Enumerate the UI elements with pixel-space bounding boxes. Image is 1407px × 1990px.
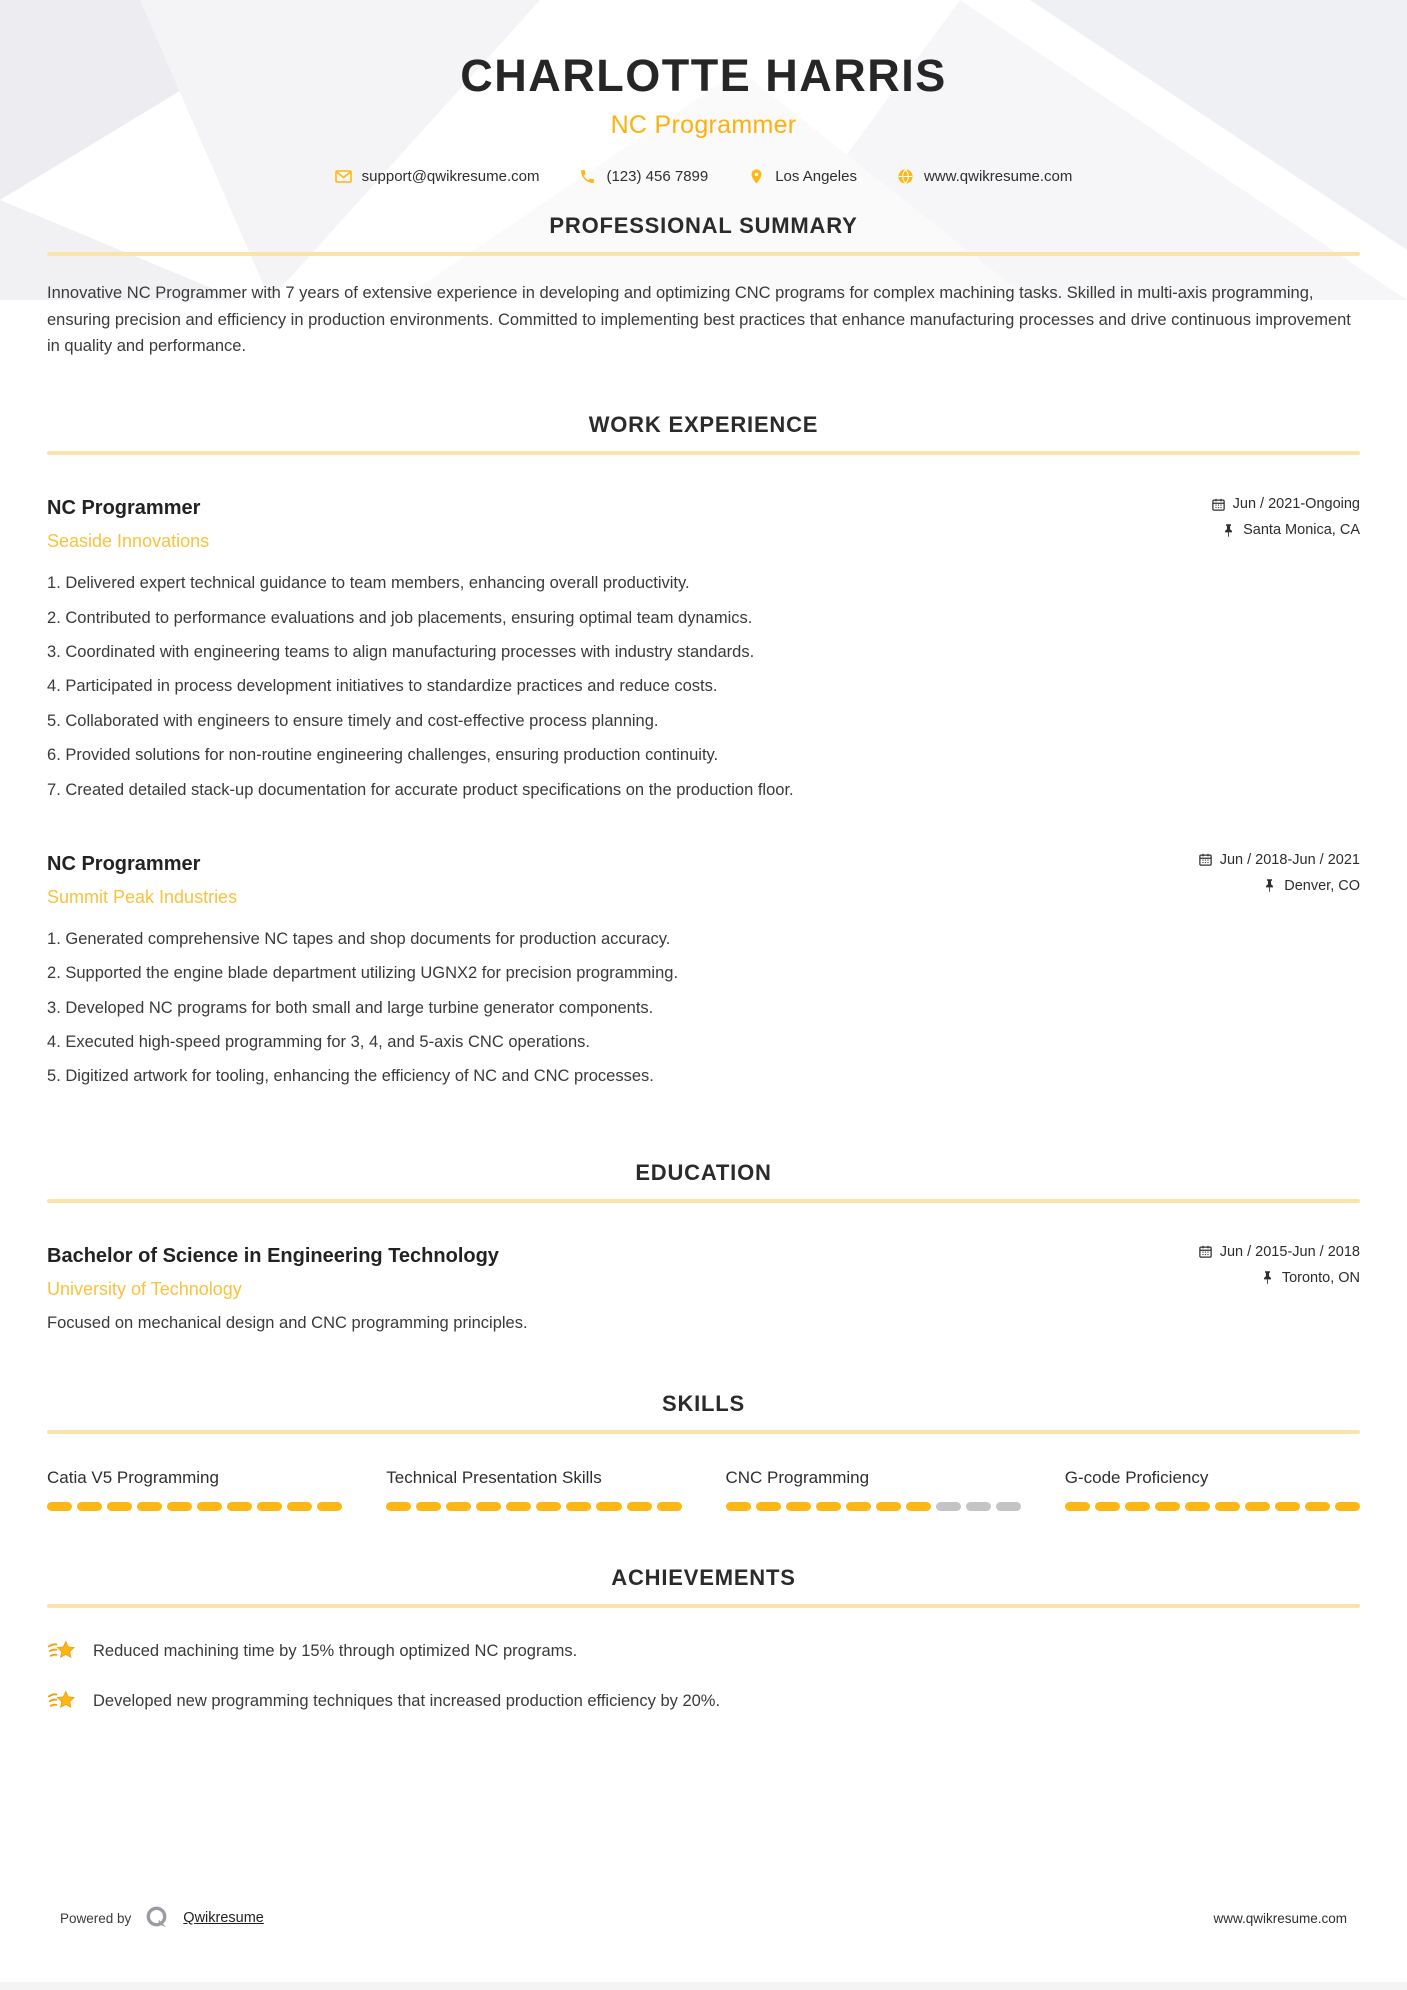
skill-dash (1125, 1502, 1150, 1511)
skill-dash (317, 1502, 342, 1511)
experience-heading: WORK EXPERIENCE (588, 412, 819, 438)
qwikresume-logo-icon (143, 1904, 171, 1932)
skill-dash (816, 1502, 841, 1511)
skill-dash (936, 1502, 961, 1511)
skill-dash (846, 1502, 871, 1511)
skill-dash (197, 1502, 222, 1511)
shooting-star-icon (47, 1688, 77, 1716)
skill-dash (1305, 1502, 1330, 1511)
skill-label: Catia V5 Programming (47, 1467, 219, 1487)
contact-phone-text: (123) 456 7899 (606, 168, 709, 185)
contact-website-text: www.qwikresume.com (923, 168, 1073, 185)
summary-text: Innovative NC Programmer with 7 years of extensive experience in developing and optimizing CNC programs for complex machining tasks. Skilled in multi-axis programming, ensuring precision and efficiency in production environments. Committed to implementing best practices that enhance manufacturing processes and drive continuous improvement in quality and performance. (47, 284, 1351, 356)
phone-icon (579, 168, 596, 185)
education-dates-text: Jun / 2015-Jun / 2018 (1219, 1243, 1360, 1260)
skills-section (47, 1391, 1360, 1511)
header (0, 0, 1407, 185)
bullet-item: Digitized artwork for tooling, enhancing the efficiency of NC and CNC processes. (65, 1067, 654, 1086)
skill-entry (726, 1468, 1021, 1511)
skill-dash (996, 1502, 1021, 1511)
contact-location-text: Los Angeles (775, 168, 857, 185)
bullet-item: Provided solutions for non-routine engineering challenges, ensuring production continuity. (65, 746, 719, 765)
skill-level-bar (726, 1502, 1021, 1511)
education-location-text: Toronto, ON (1281, 1269, 1360, 1286)
footer (60, 1904, 1347, 1932)
skill-dash (476, 1502, 501, 1511)
section-divider (47, 1430, 1360, 1434)
skill-dash (257, 1502, 282, 1511)
job-entry (47, 849, 1360, 1090)
calendar-icon (1198, 1244, 1213, 1259)
contact-email (335, 168, 540, 185)
contact-location (748, 168, 857, 185)
skill-dash (1095, 1502, 1120, 1511)
skill-dash (627, 1502, 652, 1511)
bullet-item: Coordinated with engineering teams to align manufacturing processes with industry standards. (65, 642, 755, 661)
section-divider (47, 1199, 1360, 1203)
person-name: CHARLOTTE HARRIS (460, 50, 947, 101)
job-dates (1198, 852, 1360, 868)
achievements-heading: ACHIEVEMENTS (611, 1564, 796, 1590)
company-name: Seaside Innovations (47, 531, 210, 552)
job-location-text: Denver, CO (1284, 877, 1360, 894)
school-name: University of Technology (47, 1278, 242, 1299)
skill-level-bar (386, 1502, 681, 1511)
job-entry (47, 493, 1360, 803)
achievements-section (47, 1565, 1360, 1716)
skill-dash (536, 1502, 561, 1511)
education-section (47, 1160, 1360, 1333)
summary-heading: PROFESSIONAL SUMMARY (549, 213, 858, 238)
skill-dash (657, 1502, 682, 1511)
skill-dash (1215, 1502, 1240, 1511)
powered-by-label: Powered by (60, 1910, 132, 1926)
skill-label: G-code Proficiency (1064, 1467, 1209, 1487)
skill-dash (167, 1502, 192, 1511)
skill-dash (786, 1502, 811, 1511)
skill-dash (77, 1502, 102, 1511)
section-divider (47, 451, 1360, 455)
location-pin-icon (748, 168, 765, 185)
skill-dash (756, 1502, 781, 1511)
section-divider (47, 252, 1360, 256)
footer-website: www.qwikresume.com (1213, 1910, 1347, 1926)
job-title: NC Programmer (47, 852, 201, 875)
skill-dash (137, 1502, 162, 1511)
education-dates (1198, 1244, 1360, 1260)
bullet-item: Developed NC programs for both small and large turbine generator components. (65, 998, 654, 1017)
job-dates-text: Jun / 2018-Jun / 2021 (1219, 851, 1360, 868)
pushpin-icon (1221, 523, 1236, 538)
job-bullet-list (47, 926, 1360, 1090)
degree-title: Bachelor of Science in Engineering Technology (47, 1244, 499, 1267)
skill-dash (506, 1502, 531, 1511)
job-bullet-list (47, 570, 1360, 803)
job-location-text: Santa Monica, CA (1243, 522, 1360, 539)
skill-dash (876, 1502, 901, 1511)
shooting-star-icon (47, 1638, 77, 1666)
skill-dash (47, 1502, 72, 1511)
skill-dash (107, 1502, 132, 1511)
skill-dash (1335, 1502, 1360, 1511)
skill-level-bar (1065, 1502, 1360, 1511)
skill-level-bar (47, 1502, 342, 1511)
summary-section (47, 213, 1360, 360)
experience-section (47, 412, 1360, 1090)
skill-dash (227, 1502, 252, 1511)
skills-heading: SKILLS (661, 1390, 746, 1416)
calendar-icon (1198, 852, 1213, 867)
calendar-icon (1211, 497, 1226, 512)
skill-dash (1185, 1502, 1210, 1511)
bullet-item: Supported the engine blade department utilizing UGNX2 for precision programming. (65, 964, 679, 983)
achievement-text: Developed new programming techniques that increased production efficiency by 20%. (93, 1692, 721, 1711)
job-location (1262, 878, 1360, 894)
bullet-item: Contributed to performance evaluations and job placements, ensuring optimal team dynamics. (65, 608, 753, 627)
bullet-item: Delivered expert technical guidance to team members, enhancing overall productivity. (65, 574, 690, 593)
section-divider (47, 1604, 1360, 1608)
skill-dash (386, 1502, 411, 1511)
skill-dash (416, 1502, 441, 1511)
job-dates-text: Jun / 2021-Ongoing (1232, 496, 1360, 513)
contact-phone (579, 168, 708, 185)
bottom-strip (0, 1982, 1407, 1990)
skill-dash (1275, 1502, 1300, 1511)
skill-dash (287, 1502, 312, 1511)
skill-label: CNC Programming (725, 1467, 870, 1487)
bullet-item: Created detailed stack-up documentation for accurate product specifications on the production floor. (65, 780, 794, 799)
pushpin-icon (1260, 1270, 1275, 1285)
contact-row (0, 168, 1407, 185)
pushpin-icon (1262, 878, 1277, 893)
skill-dash (446, 1502, 471, 1511)
skill-dash (1155, 1502, 1180, 1511)
contact-website (897, 168, 1072, 185)
skills-grid (47, 1468, 1360, 1511)
bullet-item: Collaborated with engineers to ensure timely and cost-effective process planning. (65, 711, 659, 730)
skill-dash (596, 1502, 621, 1511)
education-description: Focused on mechanical design and CNC programming principles. (47, 1313, 528, 1332)
achievement-list (47, 1638, 1360, 1716)
skill-dash (1065, 1502, 1090, 1511)
skill-dash (966, 1502, 991, 1511)
job-dates (1211, 496, 1360, 512)
company-name: Summit Peak Industries (47, 886, 238, 907)
skill-dash (1245, 1502, 1270, 1511)
bullet-item: Participated in process development initiatives to standardize practices and reduce costs. (65, 677, 718, 696)
skill-label: Technical Presentation Skills (386, 1467, 602, 1487)
globe-icon (897, 168, 914, 185)
skill-entry (1065, 1468, 1360, 1511)
skill-dash (726, 1502, 751, 1511)
skill-dash (566, 1502, 591, 1511)
education-location (1260, 1270, 1360, 1286)
person-title: NC Programmer (610, 111, 797, 139)
bullet-item: Executed high-speed programming for 3, 4, and 5-axis CNC operations. (65, 1033, 590, 1052)
skill-entry (47, 1468, 342, 1511)
contact-email-text: support@qwikresume.com (361, 168, 540, 185)
bullet-item: Generated comprehensive NC tapes and shop documents for production accuracy. (65, 929, 671, 948)
skill-entry (386, 1468, 681, 1511)
skill-dash (906, 1502, 931, 1511)
qwikresume-link[interactable]: Qwikresume (183, 1910, 264, 1926)
email-icon (335, 168, 352, 185)
job-location (1221, 522, 1360, 538)
education-heading: EDUCATION (635, 1159, 772, 1185)
achievement-item (47, 1638, 1360, 1666)
job-title: NC Programmer (47, 497, 201, 520)
achievement-item (47, 1688, 1360, 1716)
achievement-text: Reduced machining time by 15% through optimized NC programs. (93, 1642, 578, 1661)
